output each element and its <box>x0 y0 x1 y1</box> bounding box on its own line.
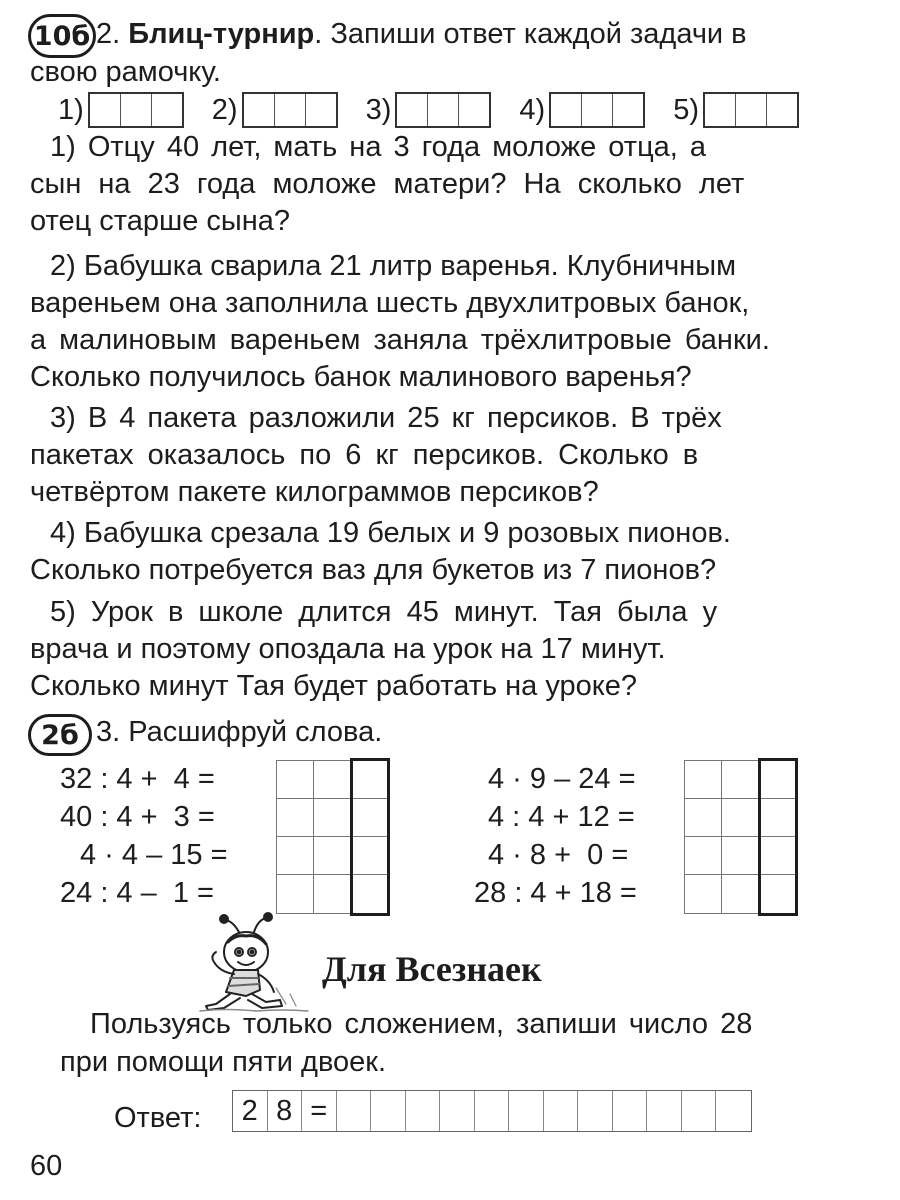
problem-2-line: Сколько получилось банок малинового варенья? <box>30 361 692 393</box>
score-badge-task2: 10б <box>28 14 96 58</box>
answer-box-3[interactable] <box>395 92 491 128</box>
cipher-grid-left[interactable] <box>276 760 390 914</box>
expression: 28 : 4 + 18 = <box>474 877 637 909</box>
cipher-grid-right[interactable] <box>684 760 798 914</box>
expression: 4 · 4 – 15 = <box>80 839 228 871</box>
task2-instruction-cont: свою рамочку. <box>30 56 221 88</box>
answer-cell[interactable] <box>613 1091 648 1131</box>
task2-instruction: . Запиши ответ каждой задачи в <box>314 18 747 50</box>
page-number: 60 <box>30 1150 63 1182</box>
answer-box-4[interactable] <box>549 92 645 128</box>
problem-3-line: четвёртом пакете килограммов персиков? <box>30 476 599 508</box>
expression: 4 · 8 + 0 = <box>488 839 629 871</box>
answer-slot-1: 1) <box>58 92 184 128</box>
problem-3-line: 3) В 4 пакета разложили 25 кг персиков. В трёх <box>50 402 722 434</box>
expression: 40 : 4 + 3 = <box>60 801 215 833</box>
problem-1-line: 1) Отцу 40 лет, мать на 3 года моложе отца, а <box>50 131 707 163</box>
bonus-title: Для Всезнаек <box>322 949 542 989</box>
expression: 24 : 4 – 1 = <box>60 877 214 909</box>
answer-cell[interactable] <box>475 1091 510 1131</box>
task2-number: 2. <box>96 18 121 50</box>
task2-heading <box>96 18 747 50</box>
problem-2-line: вареньем она заполнила шесть двухлитровых банок, <box>30 287 750 319</box>
answer-box-5[interactable] <box>703 92 799 128</box>
answer-cell[interactable]: 8 <box>268 1091 303 1131</box>
answer-cell[interactable] <box>682 1091 717 1131</box>
answer-box-2[interactable] <box>242 92 338 128</box>
answer-cell[interactable] <box>337 1091 372 1131</box>
problem-1-line: отец старше сына? <box>30 205 291 237</box>
answer-cell[interactable] <box>371 1091 406 1131</box>
task2-title: Блиц-турнир <box>128 18 315 50</box>
answer-slot-4: 4) <box>519 92 645 128</box>
problem-5-line: Сколько минут Тая будет работать на уроке? <box>30 670 638 702</box>
bonus-answer-cells[interactable] <box>232 1090 752 1132</box>
problem-2-line: 2) Бабушка сварила 21 литр варенья. Клубничным <box>50 250 737 282</box>
problem-5-line: 5) Урок в школе длится 45 минут. Тая была у <box>50 596 718 628</box>
answer-cell[interactable] <box>440 1091 475 1131</box>
problem-2-line: а малиновым вареньем заняла трёхлитровые банки. <box>30 324 770 356</box>
expression: 32 : 4 + 4 = <box>60 763 215 795</box>
answer-cell[interactable] <box>544 1091 579 1131</box>
expression: 4 · 9 – 24 = <box>488 763 636 795</box>
answer-cell[interactable] <box>509 1091 544 1131</box>
blitz-answer-row <box>30 90 799 130</box>
answer-cell[interactable] <box>647 1091 682 1131</box>
answer-cell[interactable] <box>406 1091 441 1131</box>
problem-1-line: сын на 23 года моложе матери? На сколько лет <box>30 168 745 200</box>
answer-slot-3: 3) <box>366 92 492 128</box>
answer-label: Ответ: <box>114 1102 202 1134</box>
answer-cell[interactable] <box>578 1091 613 1131</box>
answer-cell[interactable]: = <box>302 1091 337 1131</box>
bonus-text-line: Пользуясь только сложением, запиши число 28 <box>90 1008 753 1040</box>
problem-4-line: 4) Бабушка срезала 19 белых и 9 розовых пионов. <box>50 517 731 549</box>
problem-5-line: врача и поэтому опоздала на урок на 17 минут. <box>30 633 666 665</box>
score-badge-task3: 2б <box>28 714 92 756</box>
answer-box-1[interactable] <box>88 92 184 128</box>
answer-slot-5: 5) <box>673 92 799 128</box>
expression: 4 : 4 + 12 = <box>488 801 635 833</box>
task3-title: 3. Расшифруй слова. <box>96 716 383 748</box>
problem-4-line: Сколько потребуется ваз для букетов из 7 пионов? <box>30 554 717 586</box>
bonus-text-line: при помощи пяти двоек. <box>60 1046 387 1078</box>
problem-3-line: пакетах оказалось по 6 кг персиков. Сколько в <box>30 439 699 471</box>
answer-slot-2: 2) <box>212 92 338 128</box>
answer-cell[interactable] <box>716 1091 751 1131</box>
answer-cell[interactable]: 2 <box>233 1091 268 1131</box>
cartoon-boy-illustration <box>196 912 314 1012</box>
